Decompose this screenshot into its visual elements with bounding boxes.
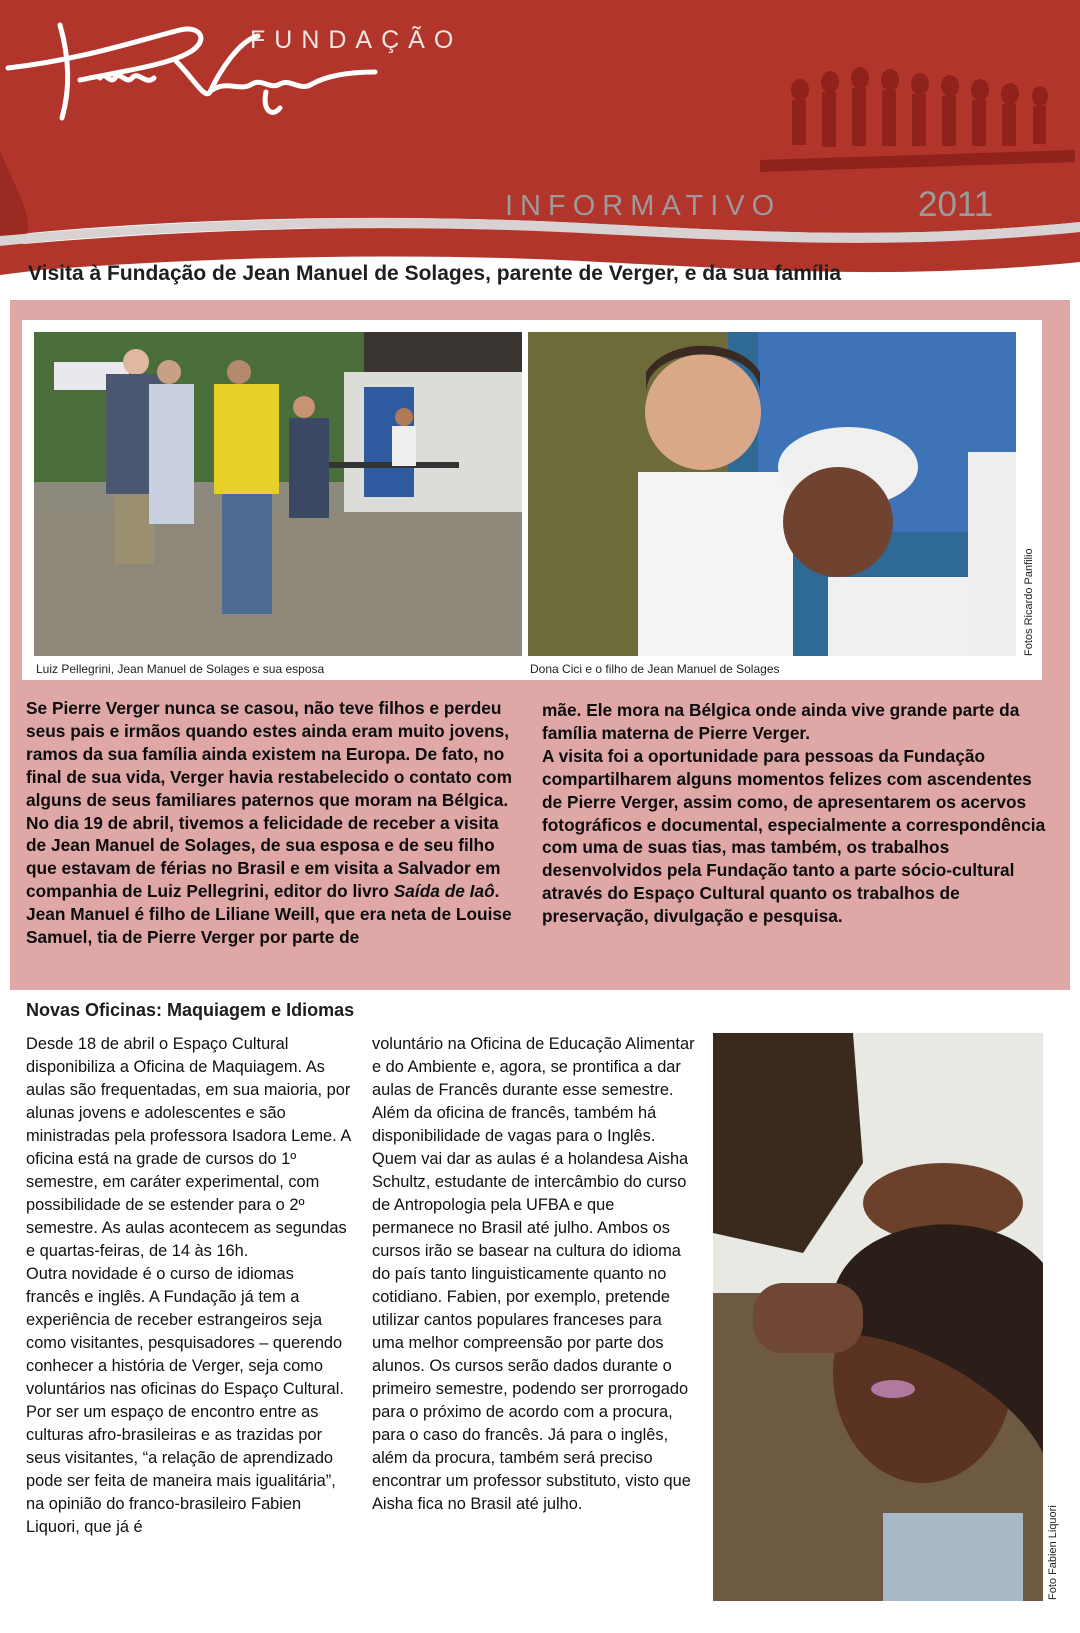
article2-col2 <box>372 1033 697 1516</box>
banner-label: INFORMATIVO <box>505 190 782 222</box>
photo-left-caption: Luiz Pellegrini, Jean Manuel de Solages e sua esposa <box>36 662 325 676</box>
article1-body-left-text: Se Pierre Verger nunca se casou, não teve filhos e perdeu seus pais e irmãos quando estes ainda eram muito jovens, ramos da sua família ainda existem na Europa. De fato, no final de sua vida, Verger havia restabelecido o contato com alguns de seus familiares paternos que moram na Bélgica. No dia 19 de abril, tivemos a felicidade de receber a visita de Jean Manuel de Solages, de sua esposa e de seu filho que estavam de férias no Brasil e em visita a Salvador em companhia de Luiz Pellegrini, editor do livro <box>26 698 512 902</box>
article1-title: Visita à Fundação de Jean Manuel de Solages, parente de Verger, e da sua família <box>28 262 842 285</box>
article1-body-left <box>26 697 516 949</box>
photo-boy-and-dona-cici <box>528 332 1016 656</box>
newsletter-header <box>0 0 1080 280</box>
book-title: Saída de Iaô <box>393 881 495 902</box>
article1-body-left-end: . Jean Manuel é filho de Liliane Weill, que era neta de Louise Samuel, tia de Pierre Verger por parte de <box>26 881 512 948</box>
article2-col1 <box>26 1033 351 1539</box>
photo-credit: Fotos Ricardo Panfilio <box>1023 548 1035 656</box>
article1-body-right-p1: mãe. Ele mora na Bélgica onde ainda vive grande parte da família materna de Pierre Verger. <box>542 700 1020 743</box>
banner-month: abril <box>815 180 902 226</box>
photo-makeup-class <box>713 1033 1043 1601</box>
banner-year: 2011 <box>918 185 994 224</box>
article1-body-right-p2: A visita foi a oportunidade para pessoas da Fundação compartilharem alguns momentos felizes com ascendentes de Pierre Verger, assim como, de apresentarem os acervos fotográficos e documental, especialmente a correspondência com uma de suas tias, mas também, os trabalhos desenvolvidos pela Fundação tanto a parte sócio-cultural através do Espaço Cultural quanto os trabalhos de preservação, divulgação e pesquisa. <box>542 745 1046 927</box>
org-prefix: FUNDAÇÃO <box>250 26 463 54</box>
pierre-verger-signature-logo <box>0 0 380 130</box>
article1-body-right <box>542 699 1048 928</box>
article2-title: Novas Oficinas: Maquiagem e Idiomas <box>26 1000 355 1020</box>
photo-visitors <box>34 332 522 656</box>
article2-col1-p2: Outra novidade é o curso de idiomas francês e inglês. A Fundação já tem a experiência de receber estrangeiros seja como visitantes, pesquisadores – querendo conhecer a história de Verger, seja como voluntários nas oficinas do Espaço Cultural. Por ser um espaço de encontro entre as culturas afro-brasileiras e as trazidas por seus visitantes, “a relação de aprendizado pode ser feita de maneira mais igualitária”, na opinião do franco-brasileiro Fabien Liquori, que já é <box>26 1265 344 1536</box>
article2-col2-text: voluntário na Oficina de Educação Alimentar e do Ambiente e, agora, se prontifica a dar aulas de Francês durante esse semestre. Além da oficina de francês, também há disponibilidade de vagas para o Inglês. Quem vai dar as aulas é a holandesa Aisha Schultz, estudante de intercâmbio do curso de Antropologia pela UFBA e que permanece no Brasil até julho. Ambos os cursos irão se basear na cultura do idioma do país tanto linguisticamente quanto no cotidiano. Fabien, por exemplo, pretende utilizar cantos populares franceses para uma melhor compreensão por parte dos alunos. Os cursos serão dados durante o primeiro semestre, podendo ser prorrogado para o próximo de acordo com a procura, para o caso do francês. Já para o inglês, além da procura, também será preciso encontrar um professor substituto, visto que Aisha fica no Brasil até julho. <box>372 1035 695 1513</box>
makeup-photo-credit: Foto Fabien Liquori <box>1047 1505 1059 1600</box>
photo-right-caption: Dona Cici e o filho de Jean Manuel de Solages <box>530 662 780 676</box>
article2-col1-p1: Desde 18 de abril o Espaço Cultural disponibiliza a Oficina de Maquiagem. As aulas são frequentadas, em sua maioria, por alunas jovens e adolescentes e são ministradas pela professora Isadora Leme. A oficina está na grade de cursos do 1º semestre, em caráter experimental, com possibilidade de se estender para o 2º semestre. As aulas acontecem as segundas e quartas-feiras, de 14 às 16h. <box>26 1035 351 1260</box>
